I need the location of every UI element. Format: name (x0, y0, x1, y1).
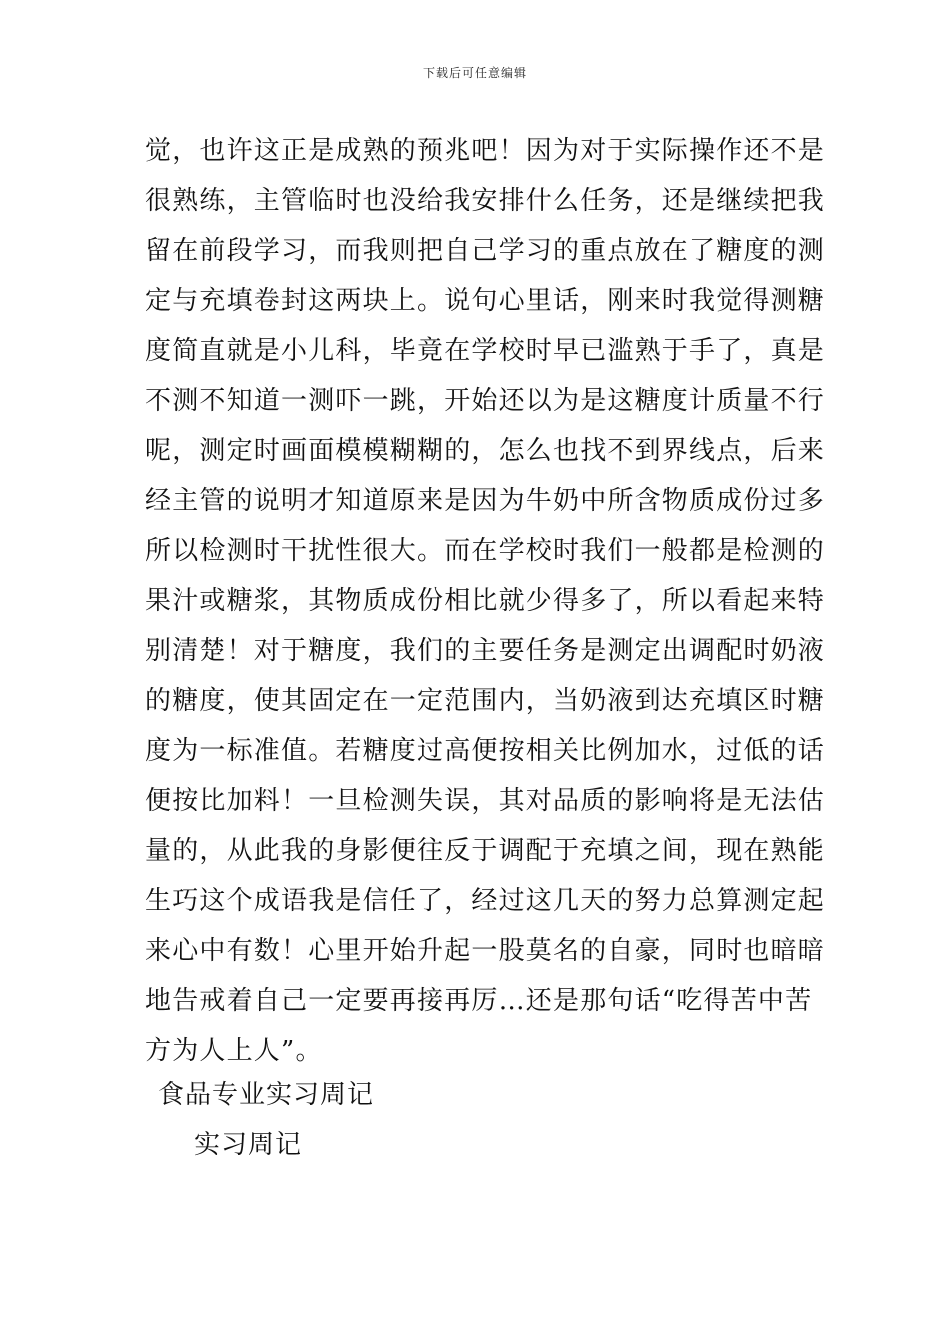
body-text (145, 126, 825, 1076)
text-line-13: 度为一标准值。若糖度过高便按相关比例加水，过低的话 (145, 736, 826, 766)
text-line-10: 果汁或糖浆，其物质成份相比就少得多了，所以看起来特 (145, 586, 826, 616)
text-line-15: 量的，从此我的身影便往反于调配于充填之间，现在熟能 (145, 836, 826, 866)
text-line-3: 留在前段学习，而我则把自己学习的重点放在了糖度的测 (145, 236, 826, 266)
subtitle: 实习周记 (194, 1130, 303, 1160)
text-line-11: 别清楚！对于糖度，我们的主要任务是测定出调配时奶液 (145, 636, 826, 666)
page-header: 下载后可任意编辑 (422, 66, 527, 80)
text-line-8: 经主管的说明才知道原来是因为牛奶中所含物质成份过多 (145, 486, 826, 516)
text-line-12: 的糖度，使其固定在一定范围内，当奶液到达充填区时糖 (145, 686, 826, 716)
text-line-14: 便按比加料！一旦检测失误，其对品质的影响将是无法估 (145, 786, 826, 816)
text-line-1: 觉，也许这正是成熟的预兆吧！因为对于实际操作还不是 (145, 136, 826, 166)
section-title: 食品专业实习周记 (158, 1080, 375, 1110)
text-line-5: 度简直就是小儿科，毕竟在学校时早已滥熟于手了，真是 (145, 336, 826, 366)
text-line-6: 不测不知道一测吓一跳，开始还以为是这糖度计质量不行 (145, 386, 826, 416)
text-line-7: 呢，测定时画面模模糊糊的，怎么也找不到界线点，后来 (145, 436, 826, 466)
text-line-2: 很熟练，主管临时也没给我安排什么任务，还是继续把我 (145, 186, 826, 216)
text-line-17: 来心中有数！心里开始升起一股莫名的自豪，同时也暗暗 (145, 936, 826, 966)
text-line-16: 生巧这个成语我是信任了，经过这几天的努力总算测定起 (145, 886, 826, 916)
text-line-9: 所以检测时干扰性很大。而在学校时我们一般都是检测的 (145, 536, 826, 566)
text-line-4: 定与充填卷封这两块上。说句心里话，刚来时我觉得测糖 (145, 286, 826, 316)
text-line-18: 地告戒着自己一定要再接再厉…还是那句话“吃得苦中苦 (145, 986, 813, 1016)
text-line-19: 方为人上人”。 (145, 1036, 323, 1066)
